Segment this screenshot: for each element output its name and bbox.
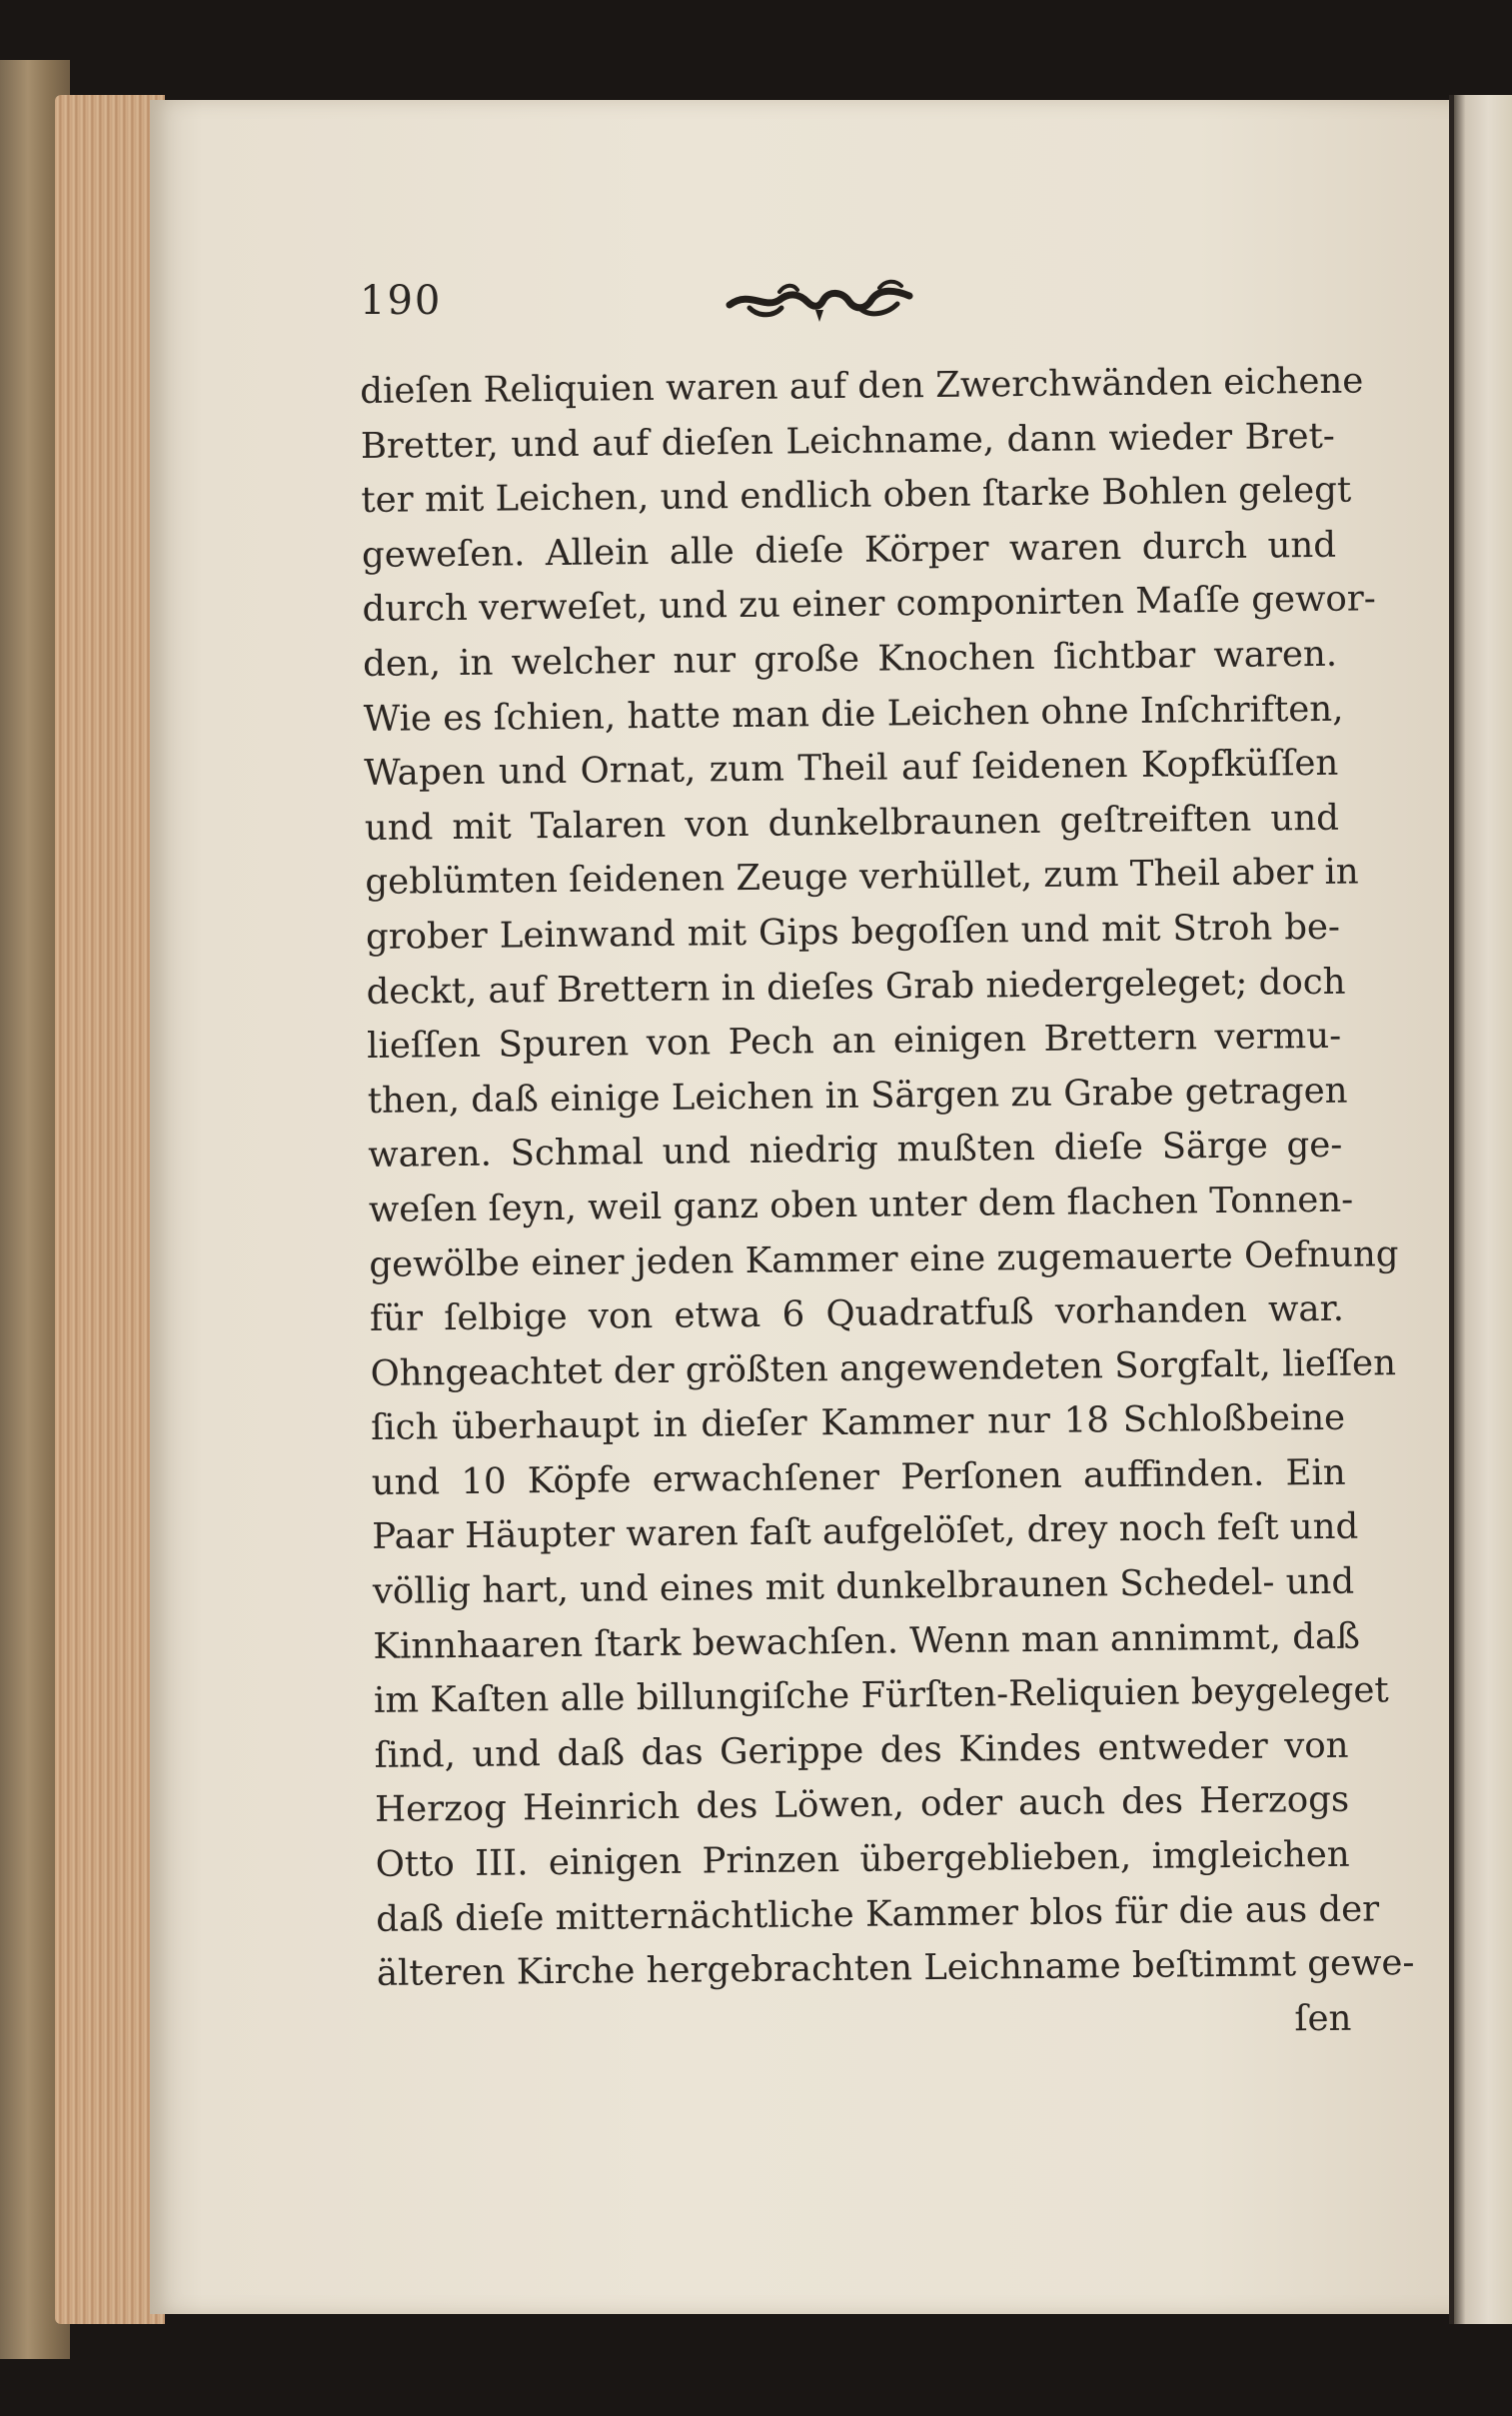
text-line: älteren Kirche hergebrachten Leichname beſtimmt gewe- — [376, 1942, 1415, 1995]
text-line: im Kaſten alle billungiſche Fürſten-Reliquien beygeleget — [373, 1669, 1389, 1722]
text-line: deckt, auf Brettern in dieſes Grab niedergeleget; doch — [366, 961, 1346, 1013]
catchword: ſen — [1294, 1997, 1352, 2040]
page-number: 190 — [360, 278, 443, 324]
text-line: ter mit Leichen, und endlich oben ſtarke Bohlen gelegt — [361, 469, 1352, 522]
body-text — [360, 355, 1415, 2057]
text-line: ſind, und daß das Gerippe des Kindes entweder von — [374, 1724, 1349, 1776]
text-line: den, in welcher nur große Knochen ſichtbar waren. — [362, 633, 1338, 685]
text-line: Otto III. einigen Prinzen übergeblieben, imgleichen — [375, 1833, 1350, 1885]
text-line: Herzog Heinrich des Löwen, oder auch des Herzogs — [374, 1779, 1350, 1831]
text-line: Wie es ſchien, hatte man die Leichen ohne Inſchriften, — [363, 688, 1344, 740]
text-line: Paar Häupter waren faſt aufgelöſet, drey noch feſt und — [372, 1506, 1359, 1558]
text-line: gewölbe einer jeden Kammer eine zugemauerte Oefnung — [369, 1232, 1399, 1285]
text-line: dieſen Reliquien waren auf den Zwerchwänden eichene — [360, 360, 1364, 412]
text-line: lieſſen Spuren von Pech an einigen Brettern vermu- — [366, 1015, 1342, 1068]
text-line: weſen ſeyn, weil ganz oben unter dem flachen Tonnen- — [368, 1179, 1354, 1230]
page-header — [360, 270, 1319, 350]
text-line: für ſelbige von etwa 6 Quadratfuß vorhanden war. — [369, 1287, 1345, 1340]
ornament-icon — [720, 270, 919, 330]
text-line: daß dieſe mitternächtliche Kammer blos für die aus der — [376, 1888, 1380, 1940]
text-line: Bretter, und auf dieſen Leichname, dann wieder Bret- — [360, 415, 1336, 467]
text-line: völlig hart, und eines mit dunkelbraunen Schedel- und — [372, 1560, 1355, 1612]
text-line: geblümten ſeidenen Zeuge verhüllet, zum Theil aber in — [365, 851, 1359, 904]
page-edges — [55, 95, 165, 2324]
text-line: geweſen. Allein alle dieſe Körper waren durch und — [361, 524, 1337, 576]
text-line: Ohngeachtet der größten angewendeten Sorgfalt, lieſſen — [370, 1341, 1397, 1394]
text-line: durch verweſet, und zu einer componirten Maſſe gewor- — [362, 578, 1376, 631]
text-line: ſich überhaupt in dieſer Kammer nur 18 Schloßbeine — [370, 1397, 1346, 1449]
text-line: waren. Schmal und niedrig mußten dieſe Särge ge- — [368, 1125, 1343, 1177]
text-line: then, daß einige Leichen in Särgen zu Grabe getragen — [367, 1070, 1348, 1122]
text-line: Wapen und Ornat, zum Theil auf ſeidenen Kopfküſſen — [364, 742, 1339, 795]
text-line: Kinnhaaren ſtark bewachſen. Wenn man annimmt, daß — [373, 1615, 1361, 1667]
text-line: und mit Talaren von dunkelbraunen geſtreiften und — [364, 797, 1340, 849]
text-line: und 10 Köpfe erwachſener Perſonen auffinden. Ein — [371, 1451, 1346, 1503]
text-line: grober Leinwand mit Gips begoſſen und mit Stroh be- — [365, 906, 1341, 958]
facing-page-edge — [1454, 95, 1512, 2324]
